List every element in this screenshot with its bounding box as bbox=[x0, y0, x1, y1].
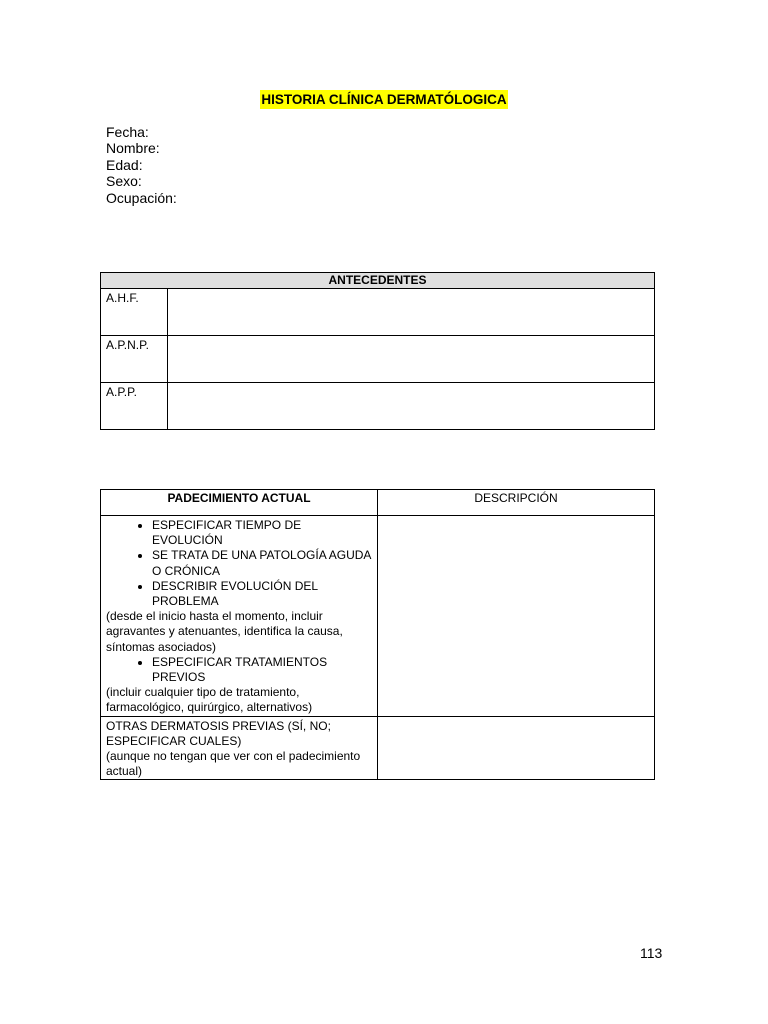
antecedentes-header: ANTECEDENTES bbox=[101, 273, 655, 289]
page-number: 113 bbox=[640, 945, 663, 961]
document-title: HISTORIA CLÍNICA DERMATÓLOGICA bbox=[261, 92, 507, 107]
note-a: (desde el inicio hasta el momento, incluir agravantes y atenuantes, identifica la causa, síntomas asociados) bbox=[106, 609, 343, 654]
table-row bbox=[101, 289, 655, 336]
padecimiento-table bbox=[100, 489, 655, 780]
field-sexo: Sexo: bbox=[106, 173, 142, 190]
field-edad: Edad: bbox=[106, 156, 143, 173]
otras-note: (aunque no tengan que ver con el padecimiento actual) bbox=[106, 749, 361, 779]
row-label-app: A.P.P. bbox=[101, 383, 168, 430]
field-nombre: Nombre: bbox=[106, 140, 160, 157]
descripcion-cell-2[interactable] bbox=[378, 716, 655, 780]
row-value-app[interactable] bbox=[168, 383, 655, 430]
table-row bbox=[101, 383, 655, 430]
note-b: (incluir cualquier tipo de tratamiento, farmacológico, quirúrgico, alternativos) bbox=[106, 685, 313, 715]
patient-fields bbox=[106, 124, 177, 206]
list-item: • DESCRIBIR EVOLUCIÓN DEL PROBLEMA bbox=[152, 579, 373, 609]
antecedentes-table bbox=[100, 272, 655, 430]
table-row bbox=[101, 516, 655, 717]
descripcion-header: DESCRIPCIÓN bbox=[378, 490, 655, 516]
padecimiento-header: PADECIMIENTO ACTUAL bbox=[101, 490, 378, 516]
otras-dermatosis bbox=[101, 716, 378, 780]
bullet-list-a bbox=[106, 518, 373, 609]
row-value-ahf[interactable] bbox=[168, 289, 655, 336]
bullet-list-b bbox=[106, 655, 373, 685]
padecimiento-instructions bbox=[101, 516, 378, 717]
descripcion-cell-1[interactable] bbox=[378, 516, 655, 717]
title-wrapper bbox=[0, 90, 768, 109]
field-fecha: Fecha: bbox=[106, 124, 149, 140]
field-ocupacion: Ocupación: bbox=[106, 189, 177, 206]
table-row bbox=[101, 336, 655, 383]
row-label-apnp: A.P.N.P. bbox=[101, 336, 168, 383]
list-item: • ESPECIFICAR TIEMPO DE EVOLUCIÓN bbox=[152, 518, 373, 548]
list-item: • ESPECIFICAR TRATAMIENTOS PREVIOS bbox=[152, 655, 373, 685]
otras-label: OTRAS DERMATOSIS PREVIAS (SÍ, NO; ESPECIFICAR CUALES) bbox=[106, 718, 331, 748]
row-label-ahf: A.H.F. bbox=[101, 289, 168, 336]
table-row bbox=[101, 716, 655, 780]
row-value-apnp[interactable] bbox=[168, 336, 655, 383]
list-item: • SE TRATA DE UNA PATOLOGÍA AGUDA O CRÓNICA bbox=[152, 548, 373, 578]
